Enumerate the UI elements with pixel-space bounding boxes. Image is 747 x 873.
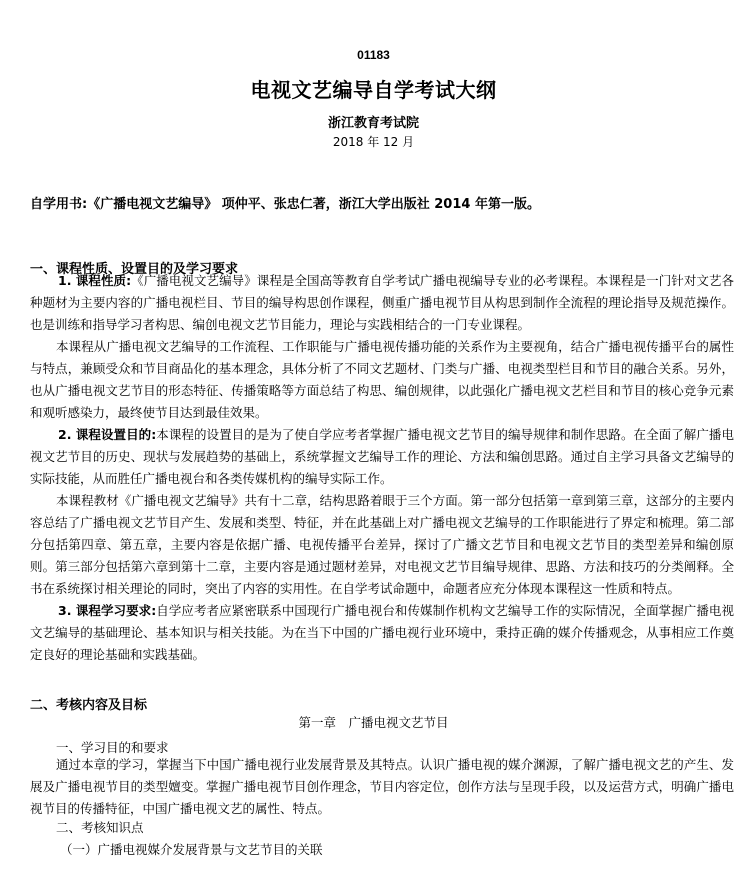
paragraph-learning-requirements [30, 600, 734, 666]
section-heading-2: 二、考核内容及目标 [30, 698, 148, 713]
paragraph-learning-goals: 通过本章的学习，掌握当下中国广播电视行业发展背景及其特点。认识广播电视的媒介渊源，了解广播电视文艺的产生、发展及广播电视节目的类型嬗变。掌握广播电视节目创作理念，节目内容定位，创作方法与呈现手段，以及运营方式，明确广播电视节目的传播特征，中国广播电视文艺的属性、特点。 [30, 757, 734, 816]
chapter-1-goals-body [30, 754, 734, 820]
knowledge-point-1: （一）广播电视媒介发展背景与文艺节目的关联 [60, 842, 323, 857]
subheading-learning-goals: 一、学习目的和要求 [56, 740, 169, 755]
label-course-nature: 1. 课程性质: [58, 273, 132, 288]
text-course-purpose: 本课程的设置目的是为了使自学应考者掌握广播电视文艺节目的编导规律和制作思路。在全面了解广播电视文艺节目的历史、现状与发展趋势的基础上，系统掌握文艺编导工作的理论、方法和编创思路。通过自主学习具备文艺编导的实际技能，从而胜任广播电视台和各类传媒机构的编导实际工作。 [30, 427, 734, 486]
issue-date: 2018 年 12 月 [332, 135, 415, 149]
paragraph-course-perspective: 本课程从广播电视文艺编导的工作流程、工作职能与广播电视传播功能的关系作为主要视角，结合广播电视传播平台的属性与特点，兼顾受众和节目商品化的基本理念，具体分析了不同文艺题材、门类与广播、电视类型栏目和节目的融合关系。另外，也从广播电视文艺节目的形态特征、传播策略等方面总结了构思、编创规律，以此强化广播电视文艺栏目和节目的核心竞争元素和观听感染力，最终使节目达到最佳效果。 [30, 339, 734, 420]
document-title: 电视文艺编导自学考试大纲 [250, 78, 497, 102]
text-course-nature: 《广播电视文艺编导》课程是全国高等教育自学考试广播电视编导专业的必考课程。本课程是一门针对文艺各种题材为主要内容的广播电视栏目、节目的编导构思创作课程，侧重广播电视节目从构思到制作全流程的理论指导及规范操作。也是训练和指导学习者构思、编创电视文艺节目能力，理论与实践相结合的一门专业课程。 [30, 273, 734, 332]
paragraph-course-nature [30, 270, 734, 336]
issuing-organization: 浙江教育考试院 [327, 116, 419, 131]
textbook-line: 自学用书:《广播电视文艺编导》 项仲平、张忠仁著，浙江大学出版社 2014 年第一版。 [30, 197, 540, 212]
chapter-title: 第一章 广播电视文艺节目 [298, 715, 449, 730]
section-heading-1: 一、课程性质、设置目的及学习要求 [30, 262, 239, 277]
paragraph-textbook-structure: 本课程教材《广播电视文艺编导》共有十二章，结构思路着眼于三个方面。第一部分包括第一章到第三章，这部分的主要内容总结了广播电视文艺节目产生、发展和类型、特征，并在此基础上对广播电视文艺编导的工作职能进行了界定和梳理。第二部分包括第四章、第五章，主要内容是依据广播、电视传播平台差异，探讨了广播文艺节目和电视文艺节目的类型差异和编创原则。第三部分包括第六章到第十二章，主要内容是通过题材差异，对电视文艺节目编导规律、思路、方法和技巧的分类阐释。全书在系统探讨相关理论的同时，突出了内容的实用性。在自学考试命题中，命题者应充分体现本课程这一性质和特点。 [30, 493, 734, 596]
section-1-body [30, 270, 734, 666]
subheading-knowledge-points: 二、考核知识点 [56, 820, 144, 835]
label-course-purpose: 2. 课程设置目的: [58, 427, 157, 442]
text-learning-requirements: 自学应考者应紧密联系中国现行广播电视台和传媒制作机构文艺编导工作的实际情况，全面掌握广播电视文艺编导的基础理论、基本知识与相关技能。为在当下中国的广播电视行业环境中，秉持正确的媒介传播观念，从事相应工作奠定良好的理论基础和实践基础。 [30, 603, 734, 662]
course-code: 01183 [357, 48, 390, 62]
label-learning-requirements: 3. 课程学习要求: [58, 603, 157, 618]
paragraph-course-purpose [30, 424, 734, 490]
